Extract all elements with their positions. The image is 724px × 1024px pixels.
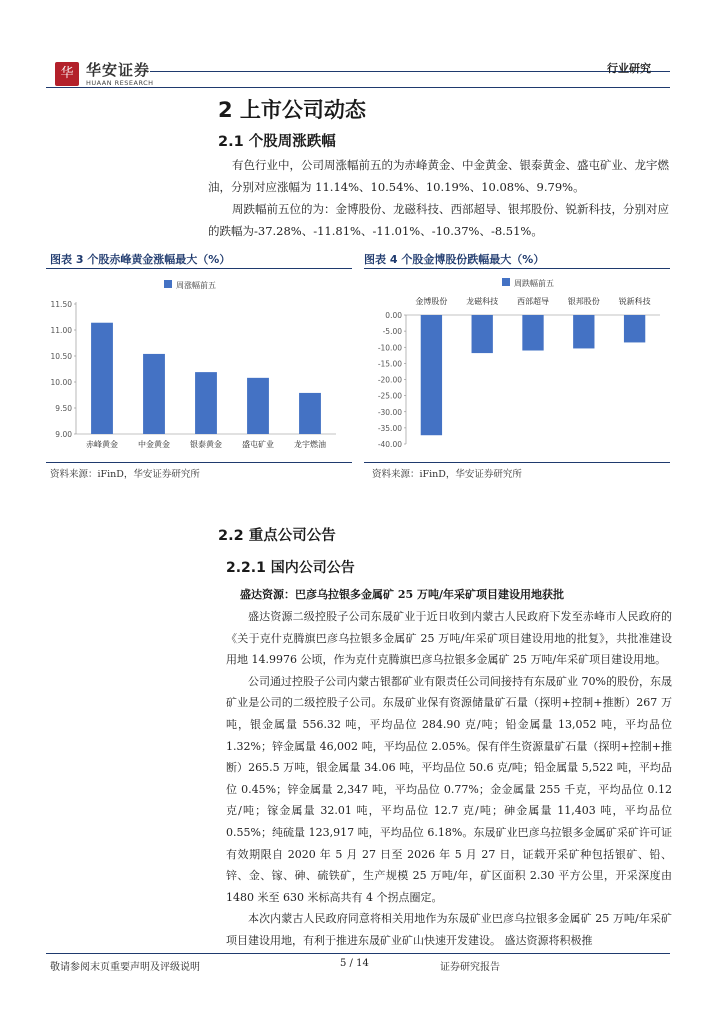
figure4-source: 资料来源：iFinD，华安证券研究所	[372, 469, 522, 480]
figure4-rule	[364, 268, 670, 269]
figure3-bottom-rule	[46, 462, 352, 463]
chart-losers-legend	[502, 278, 554, 288]
x-tick-label: 龙磁科技	[466, 297, 499, 306]
announcement-paragraph-1: 盛达资源二级控股子公司东晟矿业于近日收到内蒙古人民政府下发至赤峰市人民政府的《关于克什克腾旗巴彦乌拉银多金属矿 25 万吨/年采矿项目建设用地的批复》，共批准建设用地 14.9976 公顷，作为克什克腾旗巴彦乌拉银多金属矿 25 万吨/年采矿项目建设用地。	[226, 610, 672, 667]
y-tick-label: 10.50	[50, 352, 72, 361]
section-label: 行业研究	[607, 62, 651, 75]
subsection-title-2-1: 2.1 个股周涨跌幅	[218, 134, 336, 150]
bar-龙宇燃油	[299, 393, 321, 434]
legend-swatch-losers	[502, 278, 510, 286]
x-tick-label: 赤峰黄金	[86, 440, 118, 449]
header-rule	[150, 71, 670, 72]
chart-gainers	[46, 272, 352, 460]
x-tick-label: 盛屯矿业	[242, 440, 274, 449]
footer-disclaimer[interactable]: 敬请参阅末页重要声明及评级说明	[50, 962, 200, 973]
paragraph-gainers: 有色行业中，公司周涨幅前五的为赤峰黄金、中金黄金、银泰黄金、盛屯矿业、龙宇燃油，分别对应涨幅为 11.14%、10.54%、10.19%、10.08%、9.79%。	[208, 158, 669, 194]
page-number: 5 / 14	[340, 958, 369, 969]
legend-label-gainers: 周涨幅前五	[176, 281, 216, 290]
x-tick-label: 金博股份	[415, 297, 448, 306]
x-tick-label: 银邦股份	[567, 297, 600, 306]
x-tick-label: 龙宇燃油	[294, 440, 326, 449]
y-tick-label: -30.00	[377, 407, 402, 417]
announcement-paragraph-3: 本次内蒙古人民政府同意将相关用地作为东晟矿业巴彦乌拉银多金属矿 25 万吨/年采矿项目建设用地，有利于推进东晟矿业矿山快速开发建设。 盛达资源将积极推	[226, 912, 672, 947]
bar-龙磁科技	[472, 315, 493, 353]
figure3-title: 图表 3 个股赤峰黄金涨幅最大（%）	[50, 253, 231, 266]
bar-银泰黄金	[195, 372, 217, 434]
bar-赤峰黄金	[91, 323, 113, 434]
x-tick-label: 银泰黄金	[190, 440, 222, 449]
y-tick-label: 9.50	[55, 404, 72, 413]
chart-losers	[364, 272, 670, 460]
announcement-paragraph-2: 公司通过控股子公司内蒙古银都矿业有限责任公司间接持有东晟矿业 70%的股份，东晟矿业是公司的二级控股子公司。东晟矿业保有资源储量矿石量（探明+控制+推断）267 万吨，银金属量 556.32 吨，平均品位 284.90 克/吨；铅金属量 13,052 吨，平均品位 1.32%；锌金属量 46,002 吨，平均品位 2.05%。保有伴生资源量矿石量（探明+控制+推断）265.5 万吨，银金属量 34.06 吨，平均品位 50.6 克/吨；铅金属量 5,522 吨，平均品位 0.45%；锌金属量 2,347 吨，平均品位 0.77%；金金属量 255 千克，平均品位 0.12 克/吨；镓金属量 32.01 吨，平均品位 12.7 克/吨；砷金属量 11,403 吨，平均品位 0.55%；纯硫量 123,917 吨，平均品位 6.18%。东晟矿业巴彦乌拉银多金属矿采矿许可证有效期限自 2020 年 5 月 27 日至 2026 年 5 月 27 日，证载开采矿种包括银矿、铅、锌、金、镓、砷、硫铁矿，生产规模 25 万吨/年，矿区面积 2.30 平方公里，开采深度由 1480 米至 630 米标高共有 4 个拐点圈定。	[226, 674, 672, 904]
paragraph-losers: 周跌幅前五位的为：金博股份、龙磁科技、西部超导、银邦股份、锐新科技，分别对应的跌幅为-37.28%、-11.81%、-11.01%、-10.37%、-8.51%。	[208, 202, 669, 238]
figure4-bottom-rule	[364, 462, 670, 463]
figure4-title: 图表 4 个股金博股份跌幅最大（%）	[364, 253, 545, 266]
x-tick-label: 中金黄金	[138, 440, 170, 449]
x-tick-label: 锐新科技	[618, 297, 651, 306]
footer-rule	[46, 953, 670, 954]
y-tick-label: 11.50	[50, 300, 72, 309]
y-tick-label: -10.00	[377, 343, 402, 353]
y-tick-label: -15.00	[377, 359, 402, 369]
logo-mark	[55, 62, 79, 105]
footer-report-type: 证券研究报告	[440, 962, 500, 973]
bar-西部超导	[522, 315, 543, 351]
logo-text: 华安证券	[86, 61, 151, 79]
y-tick-label: -40.00	[377, 440, 402, 449]
figure3-rule	[46, 268, 352, 269]
announcement-body	[226, 606, 672, 952]
section-title: 2 上市公司动态	[218, 98, 366, 122]
logo-subtext: HUAAN RESEARCH	[86, 79, 154, 87]
y-tick-label: 10.00	[50, 378, 72, 387]
bar-盛屯矿业	[247, 378, 269, 434]
x-tick-label: 西部超导	[517, 297, 549, 306]
y-tick-label: -35.00	[377, 423, 402, 433]
header-rule-bottom	[46, 87, 670, 88]
bar-金博股份	[421, 315, 442, 435]
figure3-source: 资料来源：iFinD，华安证券研究所	[50, 469, 200, 480]
y-tick-label: -25.00	[377, 391, 402, 401]
bar-银邦股份	[573, 315, 594, 348]
logo-mark-text: 华安	[60, 66, 74, 105]
subsection-title-2-2: 2.2 重点公司公告	[218, 528, 336, 544]
y-tick-label: 9.00	[55, 430, 72, 439]
y-tick-label: 11.00	[50, 326, 72, 335]
chart-gainers-legend	[164, 280, 216, 290]
bar-中金黄金	[143, 354, 165, 434]
bar-锐新科技	[624, 315, 645, 342]
y-tick-label: 0.00	[385, 311, 402, 320]
subsection-title-2-2-1: 2.2.1 国内公司公告	[226, 560, 355, 576]
y-tick-label: -20.00	[377, 375, 402, 385]
legend-swatch-gainers	[164, 280, 172, 288]
y-tick-label: -5.00	[382, 327, 402, 337]
legend-label-losers: 周跌幅前五	[514, 279, 554, 288]
announcement-title: 盛达资源：巴彦乌拉银多金属矿 25 万吨/年采矿项目建设用地获批	[240, 588, 564, 601]
